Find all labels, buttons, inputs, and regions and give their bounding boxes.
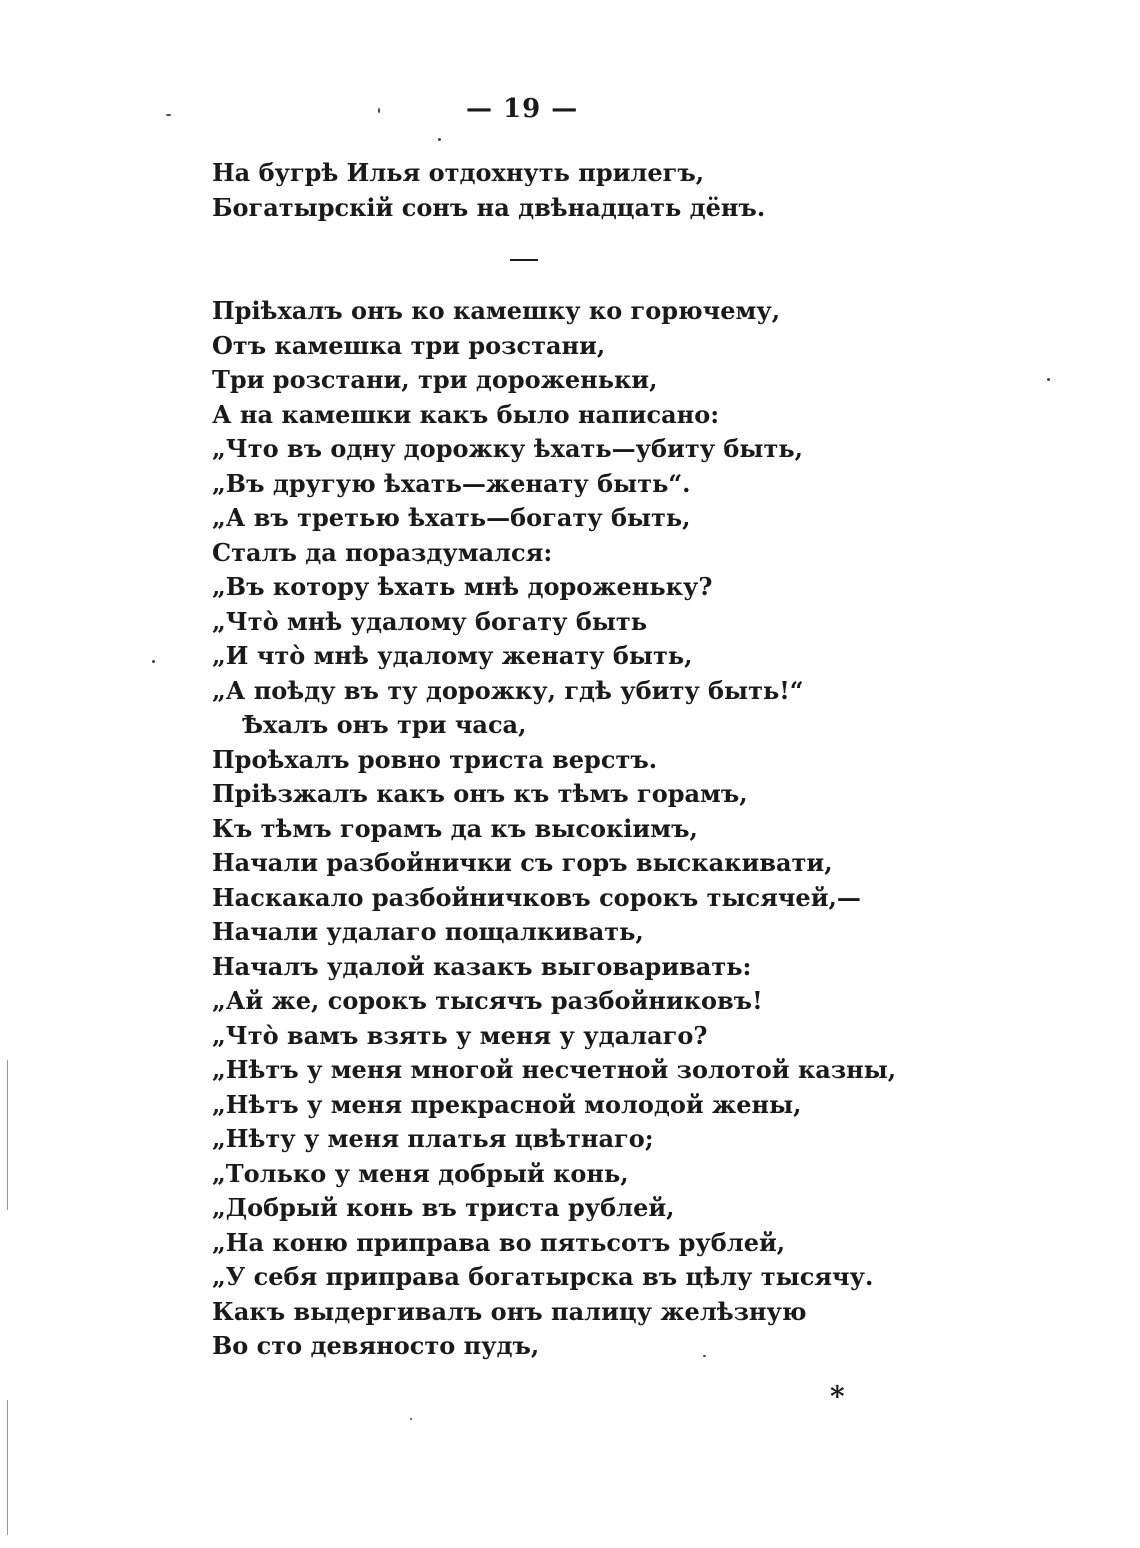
verse-line: „Въ другую ѣхать—женату быть“.: [212, 468, 691, 498]
page-edge-mark: [7, 1060, 8, 1210]
verse-line: „И что̀ мнѣ удалому женату быть,: [212, 641, 693, 670]
verse-line: „Нѣтъ у меня прекрасной молодой жены,: [212, 1089, 802, 1119]
verse-line: „Только у меня добрый конь,: [212, 1158, 629, 1188]
scan-speck: [378, 108, 380, 113]
verse-line: „На коню приправа во пятьсотъ рублей,: [212, 1227, 786, 1257]
verse-line: „А въ третью ѣхать—богату быть,: [212, 503, 691, 532]
scan-speck: [410, 1418, 412, 1420]
verse-line: „Ай же, сорокъ тысячъ разбойниковъ!: [212, 986, 763, 1015]
verse-line: Отъ камешка три розстани,: [212, 330, 606, 360]
verse-line: „Въ котору ѣхать мнѣ дороженьку?: [212, 572, 713, 601]
verse-line: А на камешки какъ было написано:: [212, 399, 720, 429]
verse-line: „Что̀ вамъ взять у меня у удалаго?: [212, 1020, 708, 1050]
verse-line: Какъ выдергивалъ онъ палицу желѣзную: [212, 1296, 807, 1326]
verse-line: Проѣхалъ ровно триста верстъ.: [212, 744, 658, 774]
verse-line: „У себя приправа богатырска въ цѣлу тысячу.: [212, 1262, 874, 1291]
verse-line: Къ тѣмъ горамъ да къ высокіимъ,: [212, 813, 698, 843]
scan-speck: [438, 138, 441, 141]
verse-line: Начали удалаго пощалкивать,: [212, 917, 644, 946]
verse-stanza-1: [212, 156, 765, 225]
scan-speck: [166, 114, 171, 116]
verse-line: На бугрѣ Илья отдохнуть прилегъ,: [212, 158, 705, 187]
verse-line: „Что̀ мнѣ удалому богату быть: [212, 606, 648, 636]
verse-line: „Нѣтъ у меня многой несчетной золотой казны,: [212, 1055, 897, 1084]
verse-line: Пріѣзжалъ какъ онъ къ тѣмъ горамъ,: [212, 779, 748, 808]
footer-asterisk: *: [830, 1380, 845, 1413]
verse-line: Начали разбойнички съ горъ выскакивати,: [212, 848, 833, 877]
verse-line: Ѣхалъ онъ три часа,: [242, 710, 527, 739]
verse-line: Наскакало разбойничковъ сорокъ тысячей,—: [212, 882, 861, 912]
verse-line: Началъ удалой казакъ выговаривать:: [212, 951, 752, 981]
verse-line: Во сто девяносто пудъ,: [212, 1331, 540, 1360]
section-divider: [510, 259, 538, 261]
verse-line: „Нѣту у меня платья цвѣтнаго;: [212, 1124, 654, 1153]
page-number: — 19 —: [466, 94, 579, 124]
scan-speck: [152, 660, 155, 663]
scan-speck: [703, 1355, 706, 1357]
verse-line: „Что въ одну дорожку ѣхать—убиту быть,: [212, 434, 803, 463]
verse-line: Три розстани, три дороженьки,: [212, 365, 658, 394]
page-edge-mark: [7, 1400, 8, 1535]
verse-line: Сталъ да пораздумался:: [212, 537, 553, 567]
verse-line: Пріѣхалъ онъ ко камешку ко горючему,: [212, 296, 781, 325]
verse-line: Богатырскій сонъ на двѣнадцать дёнъ.: [212, 192, 766, 222]
verse-stanza-2: [212, 294, 896, 1364]
scan-speck: [1047, 378, 1050, 381]
verse-line: „Добрый конь въ триста рублей,: [212, 1193, 675, 1222]
verse-line: „А поѣду въ ту дорожку, гдѣ убиту быть!“: [212, 675, 804, 705]
